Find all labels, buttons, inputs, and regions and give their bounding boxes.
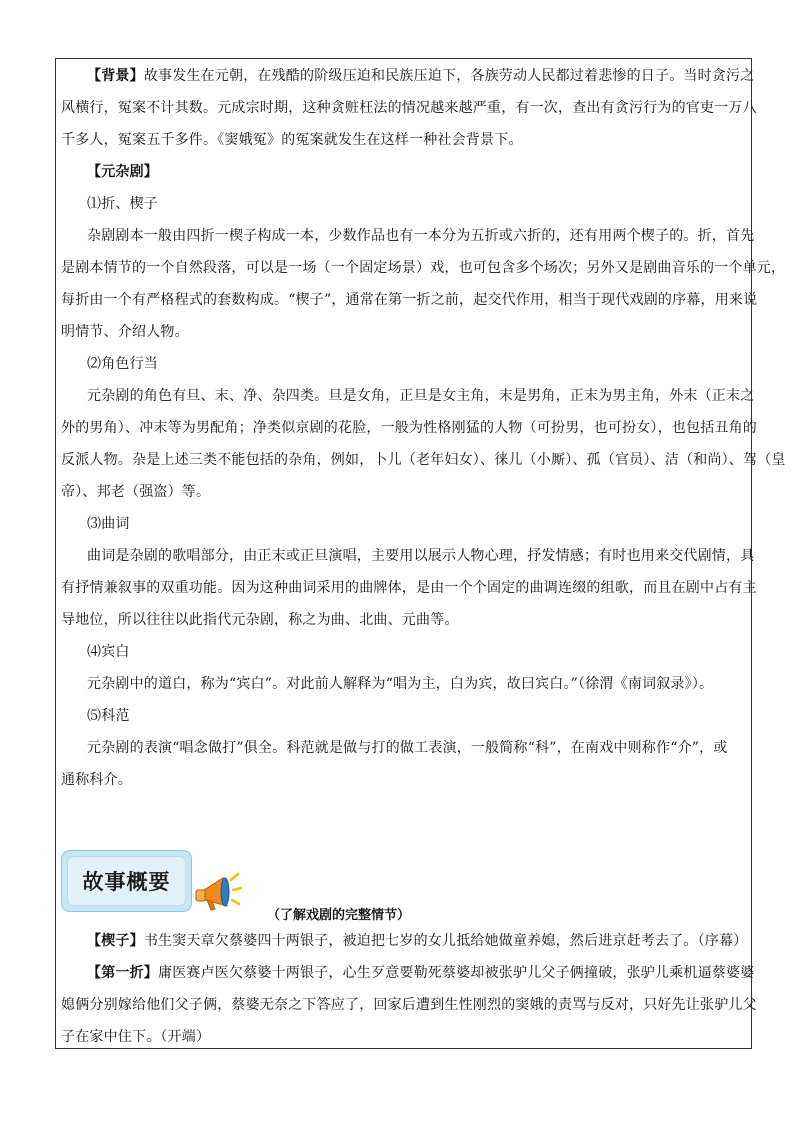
section-title-zhe-xiezi: ⑴折、楔子	[87, 196, 158, 212]
section-5-line-1: 元杂剧的表演“唱念做打”俱全。科范就是做与打的做工表演，一般简称“科”，在南戏中则称作“介”，或	[87, 740, 728, 756]
section-1-line-2: 是剧本情节的一个自然段落，可以是一场（一个固定场景）戏，也可包含多个场次；另外又是剧曲音乐的一个单元，	[61, 260, 786, 276]
section-2-line-3: 反派人物。杂是上述三类不能包括的杂角，例如，卜儿（老年妇女）、徕儿（小厮）、孤（官员）、洁（和尚）、驾（皇	[61, 452, 786, 468]
section-4-line-1: 元杂剧中的道白，称为“宾白”。对此前人解释为“唱为主，白为宾，故曰宾白。”（徐渭《南词叙录》）。	[87, 676, 714, 692]
section-2-line-4: 帝）、邦老（强盗）等。	[61, 484, 211, 500]
background-paragraph-line-3: 千多人，冤案五千多件。《窦娥冤》的冤案就发生在这样一种社会背景下。	[61, 132, 523, 148]
section-3-line-2: 有抒情兼叙事的双重功能。因为这种曲词采用的曲牌体，是由一个个固定的曲调连缀的组歌，而且在剧中占有主	[61, 580, 757, 596]
section-5-line-2: 通称科介。	[61, 772, 132, 788]
section-title-binbai: ⑷宾白	[87, 644, 130, 660]
section-title-kefan: ⑸科范	[87, 708, 130, 724]
yuan-drama-heading: 【元杂剧】	[87, 164, 158, 180]
story-summary-subtitle: （了解戏剧的完整情节）	[267, 908, 411, 923]
section-2-line-2: 外的男角）、冲末等为男配角；净类似京剧的花脸，一般为性格刚猛的人物（可扮男，也可扮女），也包括丑角的	[61, 420, 757, 436]
section-title-roles: ⑵角色行当	[87, 356, 158, 372]
summary-act1-line-1: 【第一折】庸医赛卢医欠蔡婆十两银子，心生歹意要勒死蔡婆却被张驴儿父子俩撞破，张驴儿乘机逼蔡婆婆	[87, 965, 755, 981]
megaphone-icon	[193, 868, 243, 914]
section-2-line-1: 元杂剧的角色有旦、末、净、杂四类。旦是女角，正旦是女主角，末是男角，正末为男主角，外末（正末之	[87, 388, 755, 404]
section-1-line-4: 明情节、介绍人物。	[61, 324, 189, 340]
summary-act1-line-2: 媳俩分别嫁给他们父子俩，蔡婆无奈之下答应了，回家后遭到生性刚烈的窦娥的责骂与反对，只好先让张驴儿父	[61, 997, 757, 1013]
section-1-line-1: 杂剧剧本一般由四折一楔子构成一本，少数作品也有一本分为五折或六折的，还有用两个楔子的。折，首先	[87, 228, 755, 244]
summary-xiezi-heading: 【楔子】	[87, 933, 144, 949]
summary-act1-line-3: 子在家中住下。（开端）	[61, 1029, 211, 1045]
story-summary-banner-inner	[67, 856, 186, 906]
summary-act1-heading: 【第一折】	[87, 965, 158, 981]
section-title-lyrics: ⑶曲词	[87, 516, 130, 532]
background-paragraph-line-1: 【背景】故事发生在元朝，在残酷的阶级压迫和民族压迫下，各族劳动人民都过着悲惨的日子。当时贪污之	[87, 68, 755, 84]
background-paragraph-line-2: 风横行，冤案不计其数。元成宗时期，这种贪赃枉法的情况越来越严重，有一次，查出有贪污行为的官吏一万八	[61, 100, 757, 116]
summary-xiezi-line-1: 【楔子】书生窦天章欠蔡婆四十两银子，被迫把七岁的女儿抵给她做童养媳，然后进京赶考去了。（序幕）	[87, 933, 748, 949]
background-heading: 【背景】	[87, 68, 144, 84]
section-3-line-1: 曲词是杂剧的歌唱部分，由正末或正旦演唱，主要用以展示人物心理，抒发情感；有时也用来交代剧情，具	[87, 548, 755, 564]
section-3-line-3: 导地位，所以往往以此指代元杂剧，称之为曲、北曲、元曲等。	[61, 612, 459, 628]
story-summary-banner	[61, 850, 192, 912]
section-1-line-3: 每折由一个有严格程式的套数构成。“楔子”，通常在第一折之前，起交代作用，相当于现代戏剧的序幕，用来说	[61, 292, 758, 308]
story-summary-title: 故事概要	[82, 869, 171, 894]
